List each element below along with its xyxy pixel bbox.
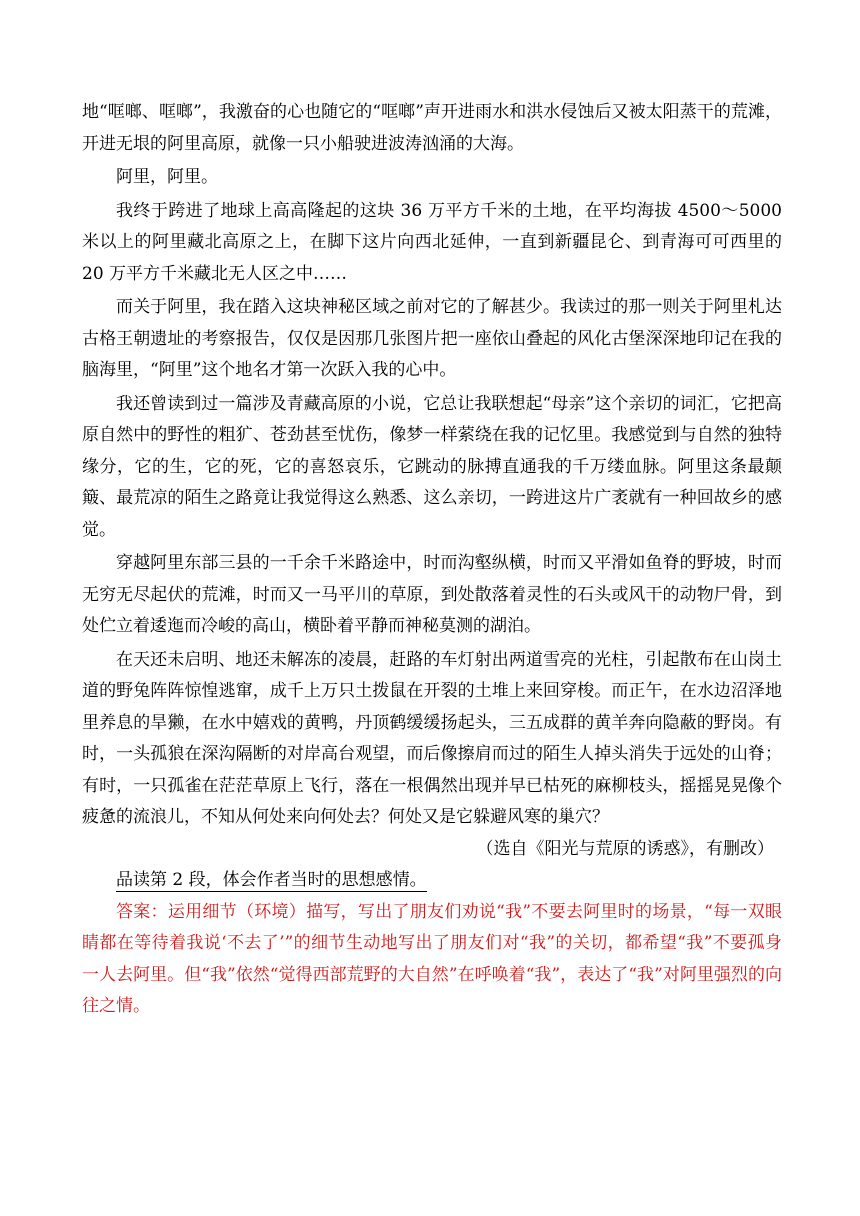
paragraph-3: 我终于跨进了地球上高高隆起的这块 36 万平方千米的土地，在平均海拔 4500～5000 米以上的阿里藏北高原之上，在脚下这片向西北延伸，一直到新疆昆仑、到青海可可西里的 20 万平方千米藏北无人区之中……	[82, 200, 782, 284]
answer-text: 答案：运用细节（环境）描写，写出了朋友们劝说“我”不要去阿里时的场景，“每一双眼睛都在等待着我说‘不去了’”的细节生动地写出了朋友们对“我”的关切，都希望“我”不要孤身一人去阿里。但“我”依然“觉得西部荒野的大自然”在呼唤着“我”，表达了“我”对阿里强烈的向往之情。	[82, 901, 782, 1016]
paragraph-6: 穿越阿里东部三县的一千余千米路途中，时而沟壑纵横，时而又平滑如鱼脊的野坡，时而无穷无尽起伏的荒滩，时而又一马平川的草原，到处散落着灵性的石头或风干的动物尸骨，到处伫立着逶迤而冷峻的高山，横卧着平静而神秘莫测的湖泊。	[82, 553, 782, 636]
paragraph-2: 阿里，阿里。	[116, 167, 218, 187]
question-text: 品读第 2 段，体会作者当时的思想感情。	[116, 870, 427, 890]
paragraph-4: 而关于阿里，我在踏入这块神秘区域之前对它的了解甚少。我读过的那一则关于阿里札达古格王朝遗址的考察报告，仅仅是因那几张图片把一座依山叠起的风化古堡深深地印记在我的脑海里，“阿里”这个地名才第一次跃入我的心中。	[82, 297, 782, 380]
question-prompt	[82, 865, 782, 897]
paragraph-5: 我还曾读到过一篇涉及青藏高原的小说，它总让我联想起“母亲”这个亲切的词汇，它把高原自然中的野性的粗犷、苍劲甚至忧伤，像梦一样萦绕在我的记忆里。我感觉到与自然的独特缘分，它的生，它的死，它的喜怒哀乐，它跳动的脉搏直通我的千万缕血脉。阿里这条最颠簸、最荒凉的陌生之路竟让我觉得这么熟悉、这么亲切，一跨进这片广袤就有一种回故乡的感觉。	[82, 393, 782, 540]
paragraph-1: 地“哐啷、哐啷”，我激奋的心也随它的“哐啷”声开进雨水和洪水侵蚀后又被太阳蒸干的荒滩，开进无垠的阿里高原，就像一只小船驶进波涛汹涌的大海。	[82, 102, 782, 154]
paragraph-7: 在天还未启明、地还未解冻的凌晨，赶路的车灯射出两道雪亮的光柱，引起散布在山岗土道的野兔阵阵惊惶逃窜，成千上万只土拨鼠在开裂的土堆上来回穿梭。而正午，在水边沼泽地里养息的旱獭，在水中嬉戏的黄鸭，丹顶鹤缓缓扬起头，三五成群的黄羊奔向隐蔽的野岗。有时，一头孤狼在深沟隔断的对岸高台观望，而后像擦肩而过的陌生人掉头消失于远处的山脊；有时，一只孤雀在茫茫草原上飞行，落在一根偶然出现并早已枯死的麻柳枝头，摇摇晃晃像个疲惫的流浪儿，不知从何处来向何处去？何处又是它躲避风寒的巢穴？	[82, 649, 782, 827]
source-citation: （选自《阳光与荒原的诱惑》，有删改）	[476, 838, 774, 859]
document-page	[82, 97, 782, 1023]
